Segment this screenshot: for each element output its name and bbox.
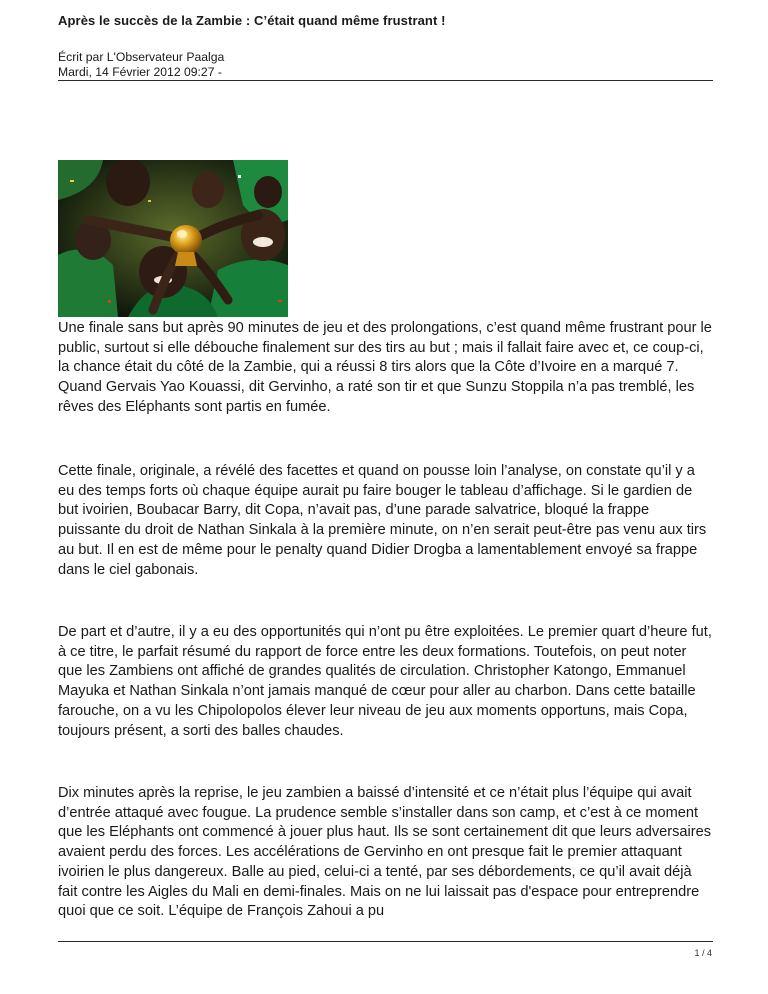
celebration-photo-icon xyxy=(58,160,288,317)
article-paragraph-1: Une finale sans but après 90 minutes de jeu et des prolongations, c’est quand même frustrant pour le public, surtout si elle débouche finalement sur des tirs au but ; mais il fallait faire avec et, ce coup-ci, la chance était du côté de la Zambie, qui a réussi 8 tirs alors que la Côte d’Ivoire en a marqué 7. Quand Gervais Yao Kouassi, dit Gervinho, a raté son tir et que Sunzu Stoppila n’a pas tremblé, les rêves des Eléphants sont partis en fumée. xyxy=(58,320,712,415)
article-paragraph-4: Dix minutes après la reprise, le jeu zambien a baissé d’intensité et ce n’était plus l’équipe qui avait d’entrée attaqué avec fougue. La prudence semble s’installer dans son camp, et c’est à ce moment que les Eléphants ont commencé à jouer plus haut. Ils se sont certainement dit que leurs adversaires avaient perdu des forces. Les accélérations de Gervinho en ont presque fait le premier attaquant ivoirien le plus dangereux. Balle au pied, celui-ci a tenté, par ses débordements, ce qu’il avait déjà fait contre les Aigles du Mali en demi-finales. Mais on ne lui laissait pas d'espace pour entreprendre quoi que ce soit. L’équipe de François Zahoui a pu xyxy=(58,785,712,920)
article-paragraph-3: De part et d’autre, il y a eu des opportunités qui n’ont pu être exploitées. Le premier quart d’heure fut, à ce titre, le parfait résumé du rapport de force entre les deux formations. Toutefois, on peut noter que les Zambiens ont affiché de grandes qualités de circulation. Christopher Katongo, Emmanuel Mayuka et Nathan Sinkala n’ont jamais manqué de cœur pour aller au charbon. Dans cette bataille farouche, on a vu les Chipolopolos élever leur niveau de jeu aux moments opportuns, mais Copa, toujours présent, a sorti des balles chaudes. xyxy=(58,624,712,739)
article-author: Écrit par L'Observateur Paalga xyxy=(58,50,225,64)
article-date: Mardi, 14 Février 2012 09:27 - xyxy=(58,65,222,79)
page-number: 1 / 4 xyxy=(694,948,712,958)
celebration-photo xyxy=(58,160,288,317)
footer-divider xyxy=(58,941,713,942)
article-title: Après le succès de la Zambie : C’était quand même frustrant ! xyxy=(58,13,446,28)
article-paragraph-2: Cette finale, originale, a révélé des facettes et quand on pousse loin l’analyse, on constate qu’il y a eu des temps forts où chaque équipe aurait pu faire bouger le tableau d’affichage. Si le gardien de but ivoirien, Boubacar Barry, dit Copa, n’avait pas, d’une parade salvatrice, bloqué la frappe puissante du droit de Nathan Sinkala à la première minute, on n’en serait peut-être pas venu aux tirs au but. Il en est de même pour le penalty quand Didier Drogba a lamentablement envoyé sa frappe dans le ciel gabonais. xyxy=(58,463,707,578)
header-divider xyxy=(58,80,713,81)
